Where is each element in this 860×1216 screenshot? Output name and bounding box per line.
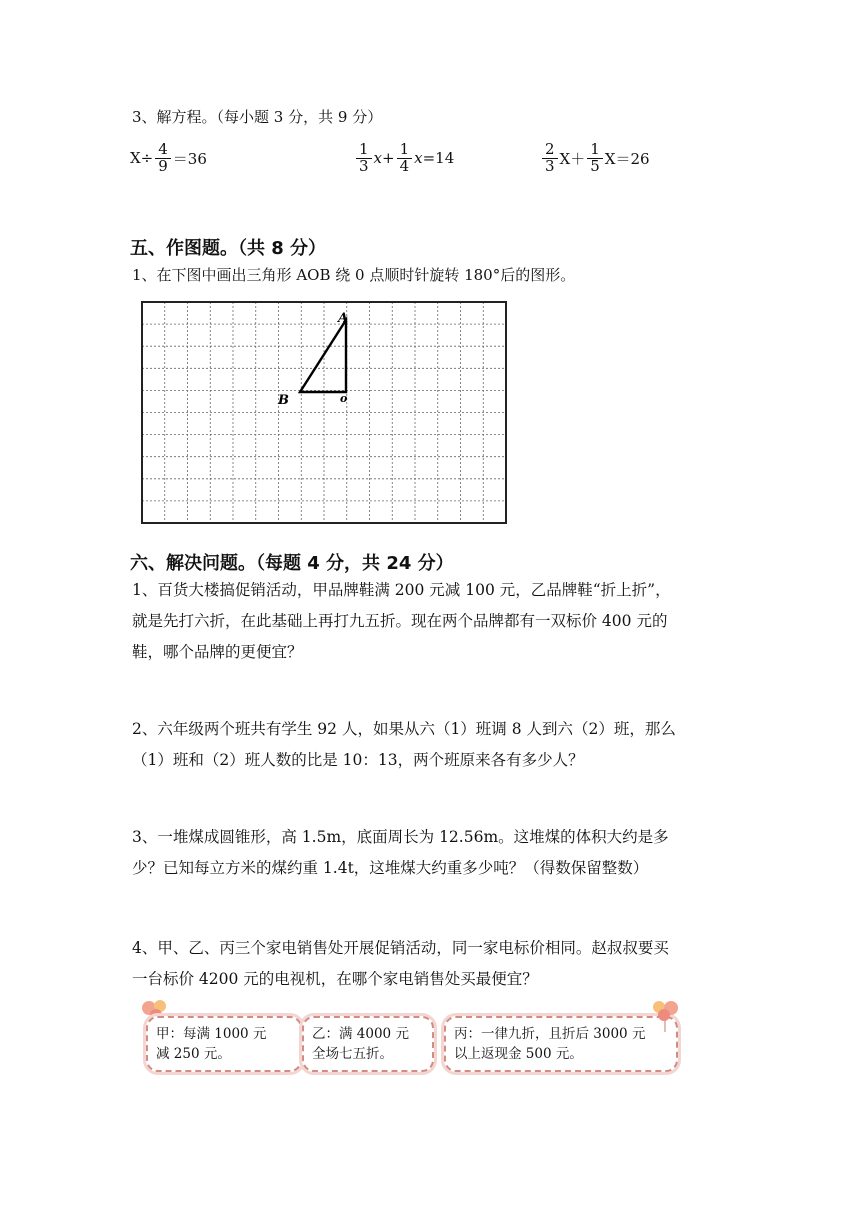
eq1-tail: ＝36 <box>172 149 207 168</box>
grid-lines <box>142 302 506 523</box>
eq3-fraction-1 <box>542 142 558 175</box>
problem-1-line-1: 1、百货大楼搞促销活动，甲品牌鞋满 200 元减 100 元，乙品牌鞋“折上折”， <box>132 581 671 599</box>
eq3-var-1: X＋ <box>559 149 586 168</box>
problem-1 <box>132 575 732 668</box>
eq3-denominator-1: 3 <box>545 156 555 175</box>
problem-2 <box>132 714 732 776</box>
eq1-denominator: 9 <box>158 156 168 175</box>
eq1-lead: X÷ <box>130 149 154 168</box>
label-a: A <box>338 311 349 326</box>
problem-4 <box>132 933 732 995</box>
equations-question-title: 3、解方程。（每小题 3 分，共 9 分） <box>132 108 383 126</box>
equation-3 <box>540 142 650 175</box>
eq2-fraction-2 <box>397 142 413 175</box>
eq3-denominator-2: 5 <box>590 156 600 175</box>
problem-1-line-3: 鞋，哪个品牌的更便宜？ <box>132 643 303 661</box>
equation-2 <box>354 142 454 175</box>
problem-4-line-1: 4、甲、乙、丙三个家电销售处开展促销活动，同一家电标价相同。赵叔叔要买 <box>132 939 669 957</box>
offer-badge-jia <box>146 1016 302 1072</box>
label-b: B <box>278 393 289 408</box>
eq1-numerator: 4 <box>155 142 171 159</box>
eq3-numerator-1: 2 <box>542 142 558 159</box>
eq2-var-2: x <box>414 149 423 168</box>
eq2-denominator-2: 4 <box>399 156 410 175</box>
problem-3-line-1: 3、一堆煤成圆锥形，高 1.5m，底面周长为 12.56m。这堆煤的体积大约是多 <box>132 828 669 846</box>
section-6-heading: 六、解决问题。（每题 4 分，共 24 分） <box>130 553 454 574</box>
eq2-tail: =14 <box>422 149 455 168</box>
eq3-tail: X＝26 <box>604 149 650 168</box>
offer-jia-line-2: 减 250 元。 <box>156 1046 231 1062</box>
problem-2-line-1: 2、六年级两个班共有学生 92 人，如果从六（1）班调 8 人到六（2）班，那么 <box>132 720 676 738</box>
triangle-aob <box>300 320 346 392</box>
offer-yi-line-1: 乙：满 4000 元 <box>312 1026 409 1042</box>
eq2-var-1: x <box>373 149 383 168</box>
problem-1-line-2: 就是先打六折，在此基础上再打九五折。现在两个品牌都有一双标价 400 元的 <box>132 612 668 630</box>
drawing-question-1: 1、在下图中画出三角形 AOB 绕 0 点顺时针旋转 180°后的图形。 <box>132 266 576 284</box>
offer-yi-line-2: 全场七五折。 <box>312 1046 393 1062</box>
offer-badge-bing <box>444 1016 678 1072</box>
offer-badge-yi <box>302 1016 434 1072</box>
problem-3 <box>132 822 732 884</box>
offer-bing-line-1: 丙：一律九折，且折后 3000 元 <box>454 1026 646 1042</box>
section-5-heading: 五、作图题。（共 8 分） <box>130 238 327 259</box>
eq2-numerator-1: 1 <box>356 142 372 159</box>
eq2-fraction-1 <box>356 142 372 175</box>
eq1-fraction <box>155 142 171 175</box>
offer-bing-line-2: 以上返现金 500 元。 <box>454 1046 583 1062</box>
eq3-numerator-2: 1 <box>587 142 603 159</box>
offer-jia-line-1: 甲：每满 1000 元 <box>156 1026 267 1042</box>
problem-4-line-2: 一台标价 4200 元的电视机，在哪个家电销售处买最便宜？ <box>132 970 538 988</box>
eq2-numerator-2: 1 <box>397 142 413 159</box>
eq2-plus: + <box>382 149 395 168</box>
problem-2-line-2: （1）班和（2）班人数的比是 10：13，两个班原来各有多少人？ <box>132 751 584 769</box>
grid-figure <box>140 300 508 526</box>
eq2-denominator-1: 3 <box>359 156 369 175</box>
label-o: o <box>340 392 348 405</box>
balloon-icon-right <box>648 998 682 1034</box>
problem-3-line-2: 少？已知每立方米的煤约重 1.4t，这堆煤大约重多少吨？（得数保留整数） <box>132 859 649 877</box>
eq3-fraction-2 <box>587 142 603 175</box>
equation-1 <box>130 142 207 175</box>
